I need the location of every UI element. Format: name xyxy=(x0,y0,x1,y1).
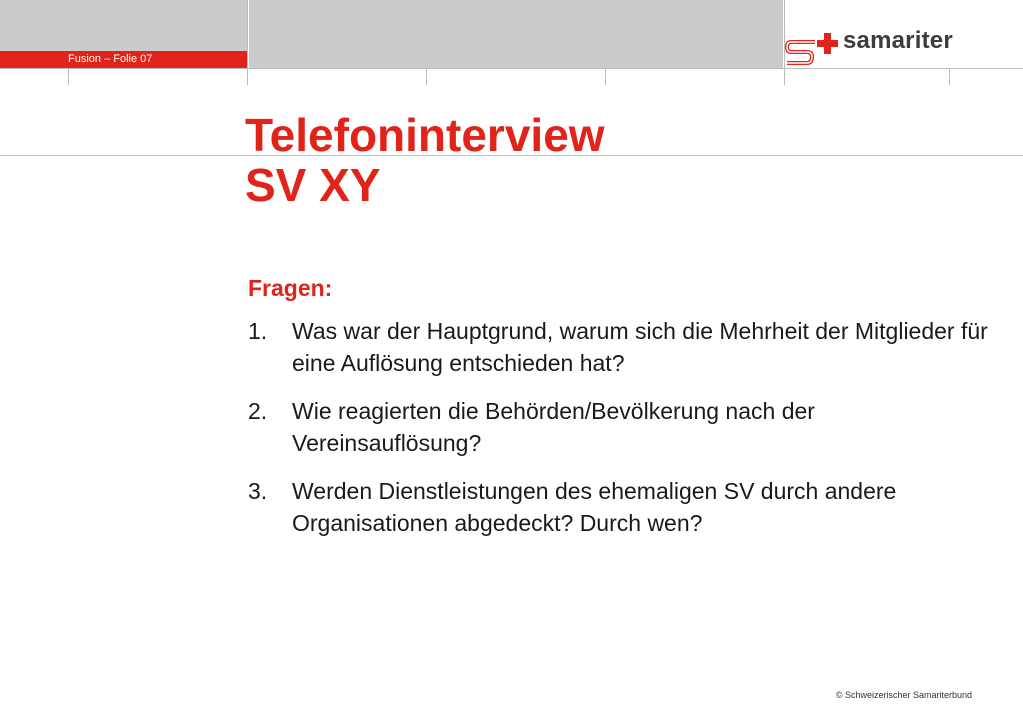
list-item xyxy=(248,315,988,379)
title-line-1: Telefoninterview xyxy=(245,109,605,161)
grid-tick xyxy=(605,68,606,85)
copyright-notice: © Schweizerischer Samariterbund xyxy=(835,690,972,700)
title-line-2: SV XY xyxy=(245,159,381,211)
header-rule xyxy=(0,68,1023,69)
grid-tick xyxy=(68,68,69,85)
folio-label: Fusion – Folie 07 xyxy=(68,53,153,65)
list-item-number: 3. xyxy=(248,478,268,504)
list-item-text: Was war der Hauptgrund, warum sich die Mehrheit der Mitglieder für eine Auflösung entschieden hat? xyxy=(292,318,988,376)
list-item-text: Werden Dienstleistungen des ehemaligen SV durch andere Organisationen abgedeckt? Durch wen? xyxy=(292,478,897,536)
list-item-text: Wie reagierten die Behörden/Bevölkerung nach der Vereinsauflösung? xyxy=(292,398,815,456)
samariter-logo xyxy=(785,28,965,68)
list-item xyxy=(248,475,988,539)
grid-tick xyxy=(247,0,248,85)
slide-title xyxy=(245,110,605,210)
list-item xyxy=(248,395,988,459)
questions-list xyxy=(248,315,988,539)
header-band-middle xyxy=(249,0,783,68)
questions-heading: Fragen: xyxy=(248,275,333,301)
grid-tick xyxy=(949,68,950,85)
list-item-number: 1. xyxy=(248,318,268,344)
logo-wordmark: samariter xyxy=(843,27,953,54)
slide-body xyxy=(248,273,988,555)
list-item-number: 2. xyxy=(248,398,268,424)
samariter-logo-icon xyxy=(785,28,845,68)
grid-tick xyxy=(426,68,427,85)
